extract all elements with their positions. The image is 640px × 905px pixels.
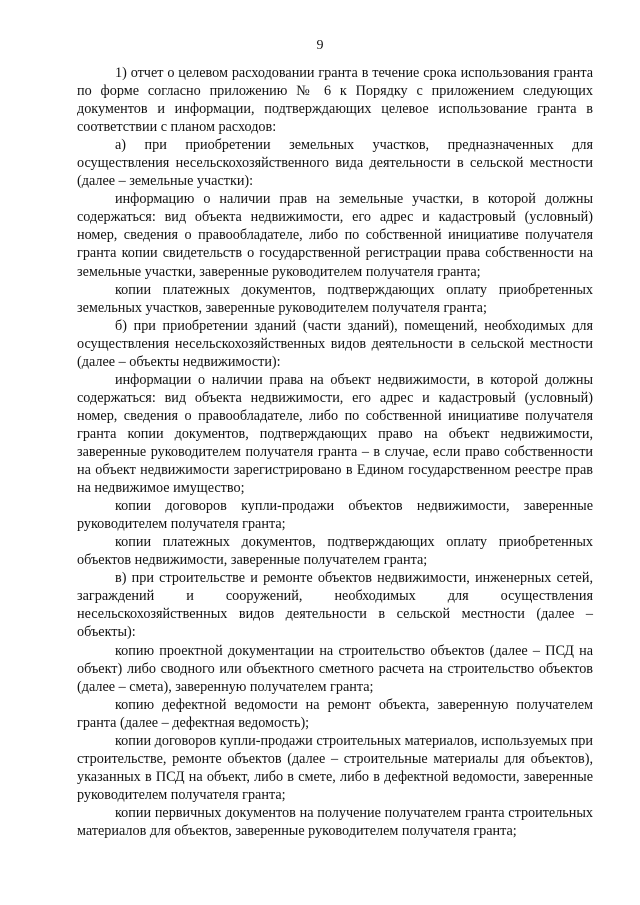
paragraph-land-rights-info: информацию о наличии прав на земельные участки, в которой должны содержаться: вид объекта недвижимости, его адрес и кадастровый (условный) номер, сведения о правообладателе, либо по собственной инициативе получателя гранта копии свидетельств о государственной регистрации права собственности на земельные участки, заверенные руководителем получателя гранта; [77, 191, 593, 280]
paragraph-project-documentation: копию проектной документации на строительство объектов (далее – ПСД на объект) либо сводного или объектного сметного расчета на строительство объектов (далее – смета), заверенную получателем гранта; [77, 642, 593, 695]
paragraph-primary-documents: копии первичных документов на получение получателем гранта строительных материалов для объектов, заверенные руководителем получателя гранта; [77, 804, 593, 839]
paragraph-buildings: б) при приобретении зданий (части зданий), помещений, необходимых для осуществления несельскохозяйственных видов деятельности в сельской местности (далее – объекты недвижимости): [77, 317, 593, 370]
paragraph-construction: в) при строительстве и ремонте объектов недвижимости, инженерных сетей, заграждений и сооружений, необходимых для осуществления несельскохозяйственных видов деятельности в сельской местности (далее – объекты): [77, 570, 593, 641]
page-number: 9 [316, 38, 324, 53]
paragraph-property-rights-info: информации о наличии права на объект недвижимости, в которой должны содержаться: вид объекта недвижимости, его адрес и кадастровый (условный) номер, сведения о правообладателе, либо по собственной инициативе получателя гранта копии документов, подтверждающих право на объект недвижимости, заверенные руководителем получателя гранта – в случае, если право собственности на объект недвижимости зарегистрировано в Едином государственном реестре прав на недвижимое имущество; [77, 371, 593, 497]
paragraph-report: 1) отчет о целевом расходовании гранта в течение срока использования гранта по форме согласно приложению № 6 к Порядку с приложением следующих документов и информации, подтверждающих целевое использование гранта в соответствии с планом расходов: [77, 65, 593, 136]
paragraph-land-payment-copies: копии платежных документов, подтверждающих оплату приобретенных земельных участков, заверенные руководителем получателя гранта; [77, 281, 593, 316]
document-body [77, 64, 593, 840]
paragraph-land-plots: а) при приобретении земельных участков, предназначенных для осуществления несельскохозяйственного вида деятельности в сельской местности (далее – земельные участки): [77, 137, 593, 190]
paragraph-property-payment-copies: копии платежных документов, подтверждающих оплату приобретенных объектов недвижимости, заверенные получателем гранта; [77, 534, 593, 569]
paragraph-defect-statement: копию дефектной ведомости на ремонт объекта, заверенную получателем гранта (далее – дефектная ведомость); [77, 696, 593, 731]
paragraph-sale-contracts: копии договоров купли-продажи объектов недвижимости, заверенные руководителем получателя гранта; [77, 498, 593, 533]
paragraph-materials-contracts: копии договоров купли-продажи строительных материалов, используемых при строительстве, ремонте объектов (далее – строительные материалы для объектов), указанных в ПСД на объект, либо в смете, либо в дефектной ведомости, заверенные руководителем получателя гранта; [77, 732, 593, 803]
